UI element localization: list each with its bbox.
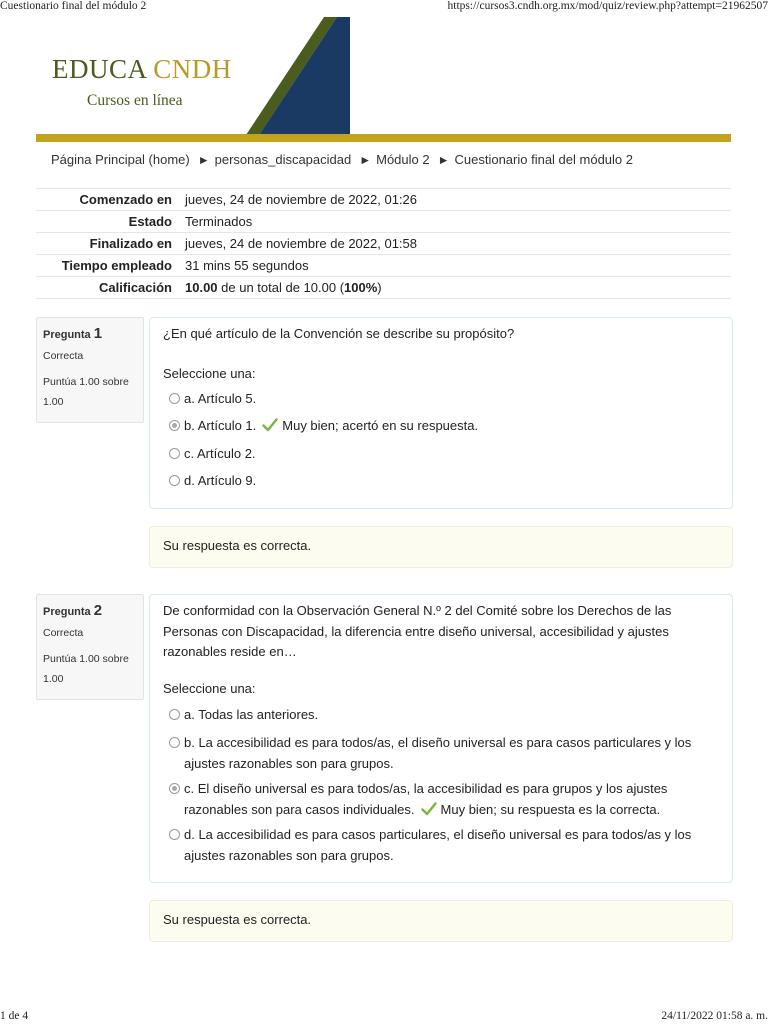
attempt-summary-table — [36, 188, 731, 299]
correct-check-icon — [421, 802, 437, 816]
grade-percent: 100% — [344, 280, 378, 295]
logo-word-cndh: CNDH — [153, 54, 232, 84]
question-state: Correcta — [43, 627, 84, 639]
summary-value: Terminados — [182, 211, 731, 233]
radio-button-selected[interactable] — [169, 783, 180, 794]
option-label: a. Todas las anteriores. — [184, 707, 319, 722]
summary-row-finished — [36, 233, 731, 255]
option-label: a. Artículo 5. — [184, 391, 257, 406]
answer-prompt: Seleccione una: — [163, 681, 256, 696]
summary-value: jueves, 24 de noviembre de 2022, 01:26 — [182, 189, 731, 211]
question-content-1 — [149, 317, 733, 509]
summary-value: jueves, 24 de noviembre de 2022, 01:58 — [182, 233, 731, 255]
question-info-1 — [36, 317, 144, 423]
print-page-number: 1 de 4 — [0, 1010, 29, 1022]
summary-key: Finalizado en — [36, 233, 182, 255]
option-feedback: Muy bien; acertó en su respuesta. — [282, 418, 479, 433]
logo-word-educa: EDUCA — [52, 54, 147, 84]
answer-option-b[interactable] — [169, 733, 714, 774]
question-content-2 — [149, 594, 733, 883]
feedback-text: Su respuesta es correcta. — [163, 912, 312, 927]
summary-key: Calificación — [36, 277, 182, 299]
option-label: c. El diseño universal es para todos/as, la accesibilidad es para grupos y los ajustes razonables son para casos individuales. — [184, 781, 668, 817]
radio-button[interactable] — [169, 829, 180, 840]
header-banner-graphic — [246, 17, 350, 135]
radio-button[interactable] — [169, 448, 180, 459]
question-number: 2 — [93, 602, 103, 619]
radio-button-selected[interactable] — [169, 420, 180, 431]
radio-button[interactable] — [169, 737, 180, 748]
print-title: Cuestionario final del módulo 2 — [0, 0, 147, 12]
breadcrumb-course[interactable]: personas_discapacidad — [214, 152, 352, 167]
question-label: Pregunta — [43, 329, 91, 341]
header-divider-bar — [36, 134, 731, 142]
question-marks: Puntúa 1.00 sobre 1.00 — [43, 653, 129, 685]
grade-value: 10.00 — [185, 280, 218, 295]
answer-prompt: Seleccione una: — [163, 366, 256, 381]
question-text: ¿En qué artículo de la Convención se describe su propósito? — [163, 326, 515, 341]
answer-option-a[interactable] — [169, 389, 714, 410]
question-label: Pregunta — [43, 606, 91, 618]
question-feedback-1 — [149, 526, 733, 568]
answer-option-a[interactable] — [169, 705, 714, 726]
question-text: De conformidad con la Observación General N.º 2 del Comité sobre los Derechos de las Personas con Discapacidad, la diferencia entre diseño universal, accesibilidad y ajustes razonables reside en… — [163, 603, 672, 659]
answer-option-d[interactable] — [169, 471, 714, 492]
summary-row-grade — [36, 277, 731, 299]
print-header — [0, 0, 768, 14]
breadcrumb — [51, 152, 633, 167]
correct-check-icon — [262, 418, 278, 432]
summary-value: 10.00 de un total de 10.00 (100%) — [182, 277, 731, 299]
site-logo[interactable] — [52, 54, 232, 85]
breadcrumb-module[interactable]: Módulo 2 — [376, 152, 430, 167]
breadcrumb-quiz[interactable]: Cuestionario final del módulo 2 — [454, 152, 633, 167]
question-state: Correcta — [43, 350, 84, 362]
option-label: d. Artículo 9. — [184, 473, 257, 488]
question-info-2 — [36, 594, 144, 700]
print-datetime: 24/11/2022 01:58 a. m. — [661, 1010, 768, 1022]
summary-row-time — [36, 255, 731, 277]
answer-option-d[interactable] — [169, 825, 714, 866]
summary-key: Comenzado en — [36, 189, 182, 211]
feedback-text: Su respuesta es correcta. — [163, 538, 312, 553]
print-url: https://cursos3.cndh.org.mx/mod/quiz/review.php?attempt=21962507 — [447, 0, 768, 12]
summary-key: Estado — [36, 211, 182, 233]
breadcrumb-separator-icon: ► — [359, 153, 372, 167]
answer-option-c[interactable] — [169, 779, 714, 820]
radio-button[interactable] — [169, 475, 180, 486]
print-footer — [0, 1010, 768, 1024]
option-label: b. La accesibilidad es para todos/as, el diseño universal es para casos particulares y los ajustes razonables son para grupos. — [184, 735, 692, 771]
question-number: 1 — [93, 325, 103, 342]
answer-option-c[interactable] — [169, 444, 714, 465]
breadcrumb-separator-icon: ► — [197, 153, 210, 167]
summary-key: Tiempo empleado — [36, 255, 182, 277]
summary-row-state — [36, 211, 731, 233]
radio-button[interactable] — [169, 709, 180, 720]
option-feedback: Muy bien; su respuesta es la correcta. — [440, 801, 661, 817]
summary-value: 31 mins 55 segundos — [182, 255, 731, 277]
option-label: b. Artículo 1. — [184, 418, 257, 433]
logo-subtitle: Cursos en línea — [87, 92, 183, 109]
radio-button[interactable] — [169, 393, 180, 404]
answer-option-b[interactable] — [169, 416, 714, 437]
summary-row-started — [36, 189, 731, 211]
option-label: d. La accesibilidad es para casos particulares, el diseño universal es para todos/as y los ajustes razonables son para grupos. — [184, 827, 692, 863]
question-feedback-2 — [149, 900, 733, 942]
question-marks: Puntúa 1.00 sobre 1.00 — [43, 376, 129, 408]
breadcrumb-separator-icon: ► — [437, 153, 450, 167]
breadcrumb-home[interactable]: Página Principal (home) — [51, 152, 190, 167]
option-label: c. Artículo 2. — [184, 446, 256, 461]
